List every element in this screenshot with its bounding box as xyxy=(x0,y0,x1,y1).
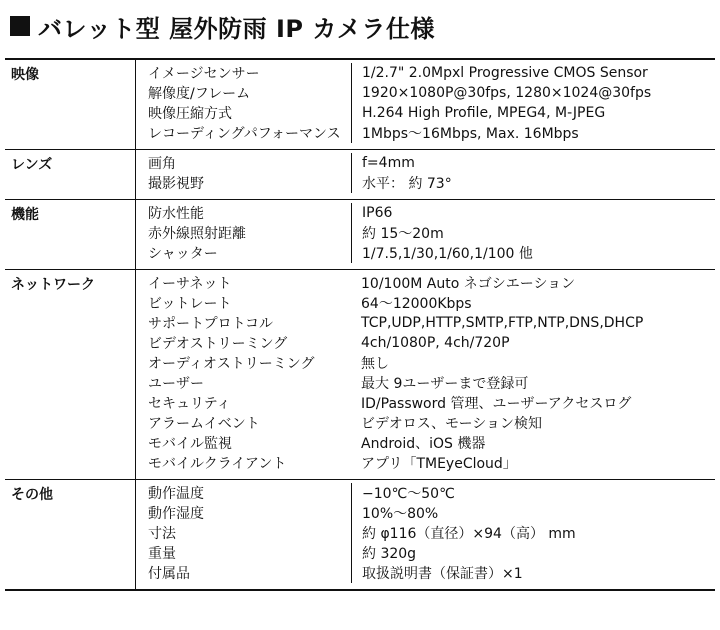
section-other xyxy=(5,480,715,591)
spec-row xyxy=(136,563,715,583)
category-label: 機能 xyxy=(11,207,39,223)
spec-row xyxy=(136,433,715,453)
spec-item: 寸法 xyxy=(148,526,176,542)
square-bullet-icon xyxy=(10,16,30,36)
spec-item: 防水性能 xyxy=(148,206,204,222)
spec-value: 約 15〜20m xyxy=(351,223,715,243)
spec-value: 取扱説明書（保証書）×1 xyxy=(351,563,715,583)
spec-value: 4ch/1080P, 4ch/720P xyxy=(361,335,510,351)
spec-value: H.264 High Profile, MPEG4, M-JPEG xyxy=(351,103,715,123)
spec-item: 動作湿度 xyxy=(148,506,204,522)
spec-value: f=4mm xyxy=(351,153,715,173)
section-function xyxy=(5,200,715,270)
category-label: ネットワーク xyxy=(11,277,95,293)
spec-item: モバイル監視 xyxy=(148,436,232,452)
spec-row xyxy=(136,203,715,223)
spec-item: ビットレート xyxy=(148,296,232,312)
spec-row xyxy=(136,173,715,193)
section-rows xyxy=(135,270,715,479)
spec-value: アプリ「TMEyeCloud」 xyxy=(361,456,517,472)
spec-value: 約 φ116（直径）×94（高） mm xyxy=(351,523,715,543)
spec-row xyxy=(136,273,715,293)
spec-value: 10/100M Auto ネゴシエーション xyxy=(361,276,576,292)
spec-row xyxy=(136,103,715,123)
spec-item: イメージセンサー xyxy=(148,66,260,82)
spec-value: 水平： 約 73° xyxy=(351,173,715,193)
category-label: 映像 xyxy=(11,67,39,83)
spec-row xyxy=(136,543,715,563)
spec-item: 画角 xyxy=(148,156,176,172)
spec-row xyxy=(136,503,715,523)
spec-value: −10℃〜50℃ xyxy=(351,483,715,503)
spec-item: 映像圧縮方式 xyxy=(148,106,232,122)
spec-item: 撮影視野 xyxy=(148,176,204,192)
spec-item: 動作温度 xyxy=(148,486,204,502)
spec-row xyxy=(136,393,715,413)
spec-value: TCP,UDP,HTTP,SMTP,FTP,NTP,DNS,DHCP xyxy=(361,315,644,331)
section-video xyxy=(5,60,715,150)
spec-item: セキュリティ xyxy=(148,396,231,412)
section-rows xyxy=(135,150,715,199)
spec-item: レコーディングパフォーマンス xyxy=(148,126,341,142)
spec-value: ID/Password 管理、ユーザーアクセスログ xyxy=(361,396,632,412)
spec-row xyxy=(136,153,715,173)
spec-row xyxy=(136,373,715,393)
spec-item: 付属品 xyxy=(148,566,190,582)
spec-row xyxy=(136,293,715,313)
spec-row xyxy=(136,353,715,373)
spec-row xyxy=(136,333,715,353)
spec-item: オーディオストリーミング xyxy=(148,356,315,372)
spec-item: アラームイベント xyxy=(148,416,260,432)
spec-row xyxy=(136,523,715,543)
spec-item: 重量 xyxy=(148,546,176,562)
spec-item: イーサネット xyxy=(148,276,232,292)
spec-row xyxy=(136,483,715,503)
spec-item: シャッター xyxy=(148,246,218,262)
spec-row xyxy=(136,313,715,333)
spec-row xyxy=(136,243,715,263)
spec-value: IP66 xyxy=(351,203,715,223)
spec-table xyxy=(5,58,715,591)
spec-item: 赤外線照射距離 xyxy=(148,226,246,242)
spec-item: ビデオストリーミング xyxy=(148,336,288,352)
category-label: その他 xyxy=(11,487,53,503)
section-rows xyxy=(135,480,715,589)
spec-value: 1Mbps〜16Mbps, Max. 16Mbps xyxy=(351,123,715,143)
spec-row xyxy=(136,223,715,243)
spec-value: 1920×1080P@30fps, 1280×1024@30fps xyxy=(351,83,715,103)
spec-value: Android、iOS 機器 xyxy=(361,436,486,452)
spec-value: 64〜12000Kbps xyxy=(361,296,472,312)
section-lens xyxy=(5,150,715,200)
section-network xyxy=(5,270,715,480)
title-text: バレット型 屋外防雨 IP カメラ仕様 xyxy=(38,14,435,43)
spec-item: ユーザー xyxy=(148,376,204,392)
spec-value: 1/7.5,1/30,1/60,1/100 他 xyxy=(351,243,715,263)
spec-row xyxy=(136,123,715,143)
spec-row xyxy=(136,453,715,473)
spec-row xyxy=(136,413,715,433)
spec-value: 10%〜80% xyxy=(351,503,715,523)
spec-item: モバイルクライアント xyxy=(148,456,287,472)
spec-value: 無し xyxy=(361,356,389,372)
spec-row xyxy=(136,83,715,103)
category-label: レンズ xyxy=(11,157,53,173)
page-title xyxy=(8,8,435,44)
section-rows xyxy=(135,200,715,269)
spec-value: ビデオロス、モーション検知 xyxy=(361,416,543,432)
section-rows xyxy=(135,60,715,149)
spec-value: 約 320g xyxy=(351,543,715,563)
spec-item: 解像度/フレーム xyxy=(148,86,251,102)
spec-row xyxy=(136,63,715,83)
spec-item: サポートプロトコル xyxy=(148,316,274,332)
spec-value: 最大 9ユーザーまで登録可 xyxy=(361,376,529,392)
spec-value: 1/2.7" 2.0Mpxl Progressive CMOS Sensor xyxy=(351,63,715,83)
